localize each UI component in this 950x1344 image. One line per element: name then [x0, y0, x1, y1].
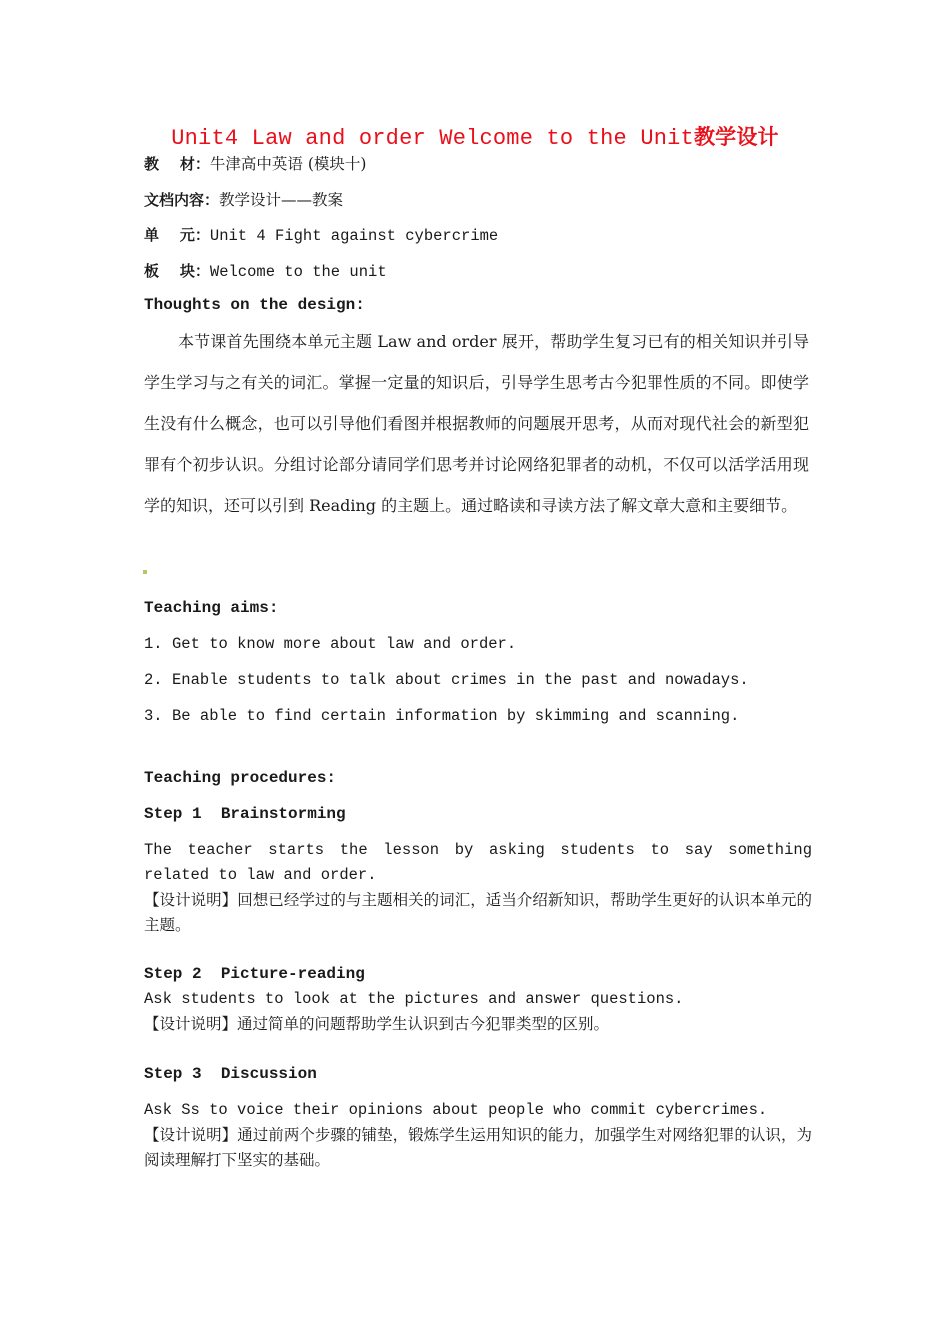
aims-heading: Teaching aims: [144, 599, 279, 617]
meta-value: 教学设计——教案 [219, 191, 344, 209]
step-text: Ask Ss to voice their opinions about people who commit cybercrimes. [144, 1101, 768, 1119]
aim-item [144, 635, 516, 653]
meta-label: 教 材： [144, 155, 210, 173]
meta-content-type [144, 188, 343, 210]
meta-value: Welcome to the unit [209, 263, 387, 281]
title-english: Unit4 Law and order Welcome to the Unit [171, 126, 694, 151]
step-title: Step 1 Brainstorming [144, 805, 346, 823]
aim-text: Get to know more about law and order. [172, 635, 517, 653]
aim-number: 1. [144, 635, 163, 653]
aim-item [144, 707, 739, 725]
aim-text: Enable students to talk about crimes in the past and nowadays. [172, 671, 749, 689]
step-body [144, 987, 812, 1037]
thoughts-heading: Thoughts on the design: [144, 296, 365, 314]
step-body [144, 838, 812, 938]
step-title: Step 2 Picture-reading [144, 965, 365, 983]
design-note: 【设计说明】回想已经学过的与主题相关的词汇，适当介绍新知识，帮助学生更好的认识本单元的主题。 [144, 891, 812, 934]
meta-unit [144, 224, 498, 245]
aim-item [144, 671, 749, 689]
aim-text: Be able to find certain information by skimming and scanning. [172, 707, 740, 725]
aim-number: 2. [144, 671, 163, 689]
step-text: Ask students to look at the pictures and answer questions. [144, 990, 684, 1008]
title-chinese: 教学设计 [693, 125, 779, 149]
aim-number: 3. [144, 707, 163, 725]
step-text: The teacher starts the lesson by asking students to say something related to law and order. [144, 841, 812, 884]
step-body [144, 1098, 812, 1173]
procedures-heading: Teaching procedures: [144, 769, 337, 787]
meta-label: 单 元： [144, 226, 210, 244]
design-note: 【设计说明】通过前两个步骤的铺垫，锻炼学生运用知识的能力，加强学生对网络犯罪的认识，为阅读理解打下坚实的基础。 [144, 1126, 812, 1169]
thoughts-paragraph: 本节课首先围绕本单元主题 Law and order 展开，帮助学生复习已有的相关知识并引导学生学习与之有关的词汇。掌握一定量的知识后，引导学生思考古今犯罪性质的不同。即使学生没有什么概念，也可以引导他们看图并根据教师的问题展开思考，从而对现代社会的新型犯罪有个初步认识。分组讨论部分请同学们思考并讨论网络犯罪者的动机，不仅可以活学活用现学的知识，还可以引到 Reading 的主题上。通过略读和寻读方法了解文章大意和主要细节。 [144, 332, 809, 515]
meta-textbook [144, 152, 366, 174]
marker-dot [143, 570, 147, 574]
meta-value: Unit 4 Fight against cybercrime [209, 227, 499, 245]
meta-label: 文档内容： [144, 191, 220, 209]
meta-label: 板 块： [144, 262, 210, 280]
meta-section [144, 260, 387, 281]
meta-value: 牛津高中英语 (模块十) [209, 155, 367, 173]
document-title [0, 121, 950, 151]
step-title: Step 3 Discussion [144, 1065, 317, 1083]
design-note: 【设计说明】通过简单的问题帮助学生认识到古今犯罪类型的区别。 [144, 1015, 610, 1033]
